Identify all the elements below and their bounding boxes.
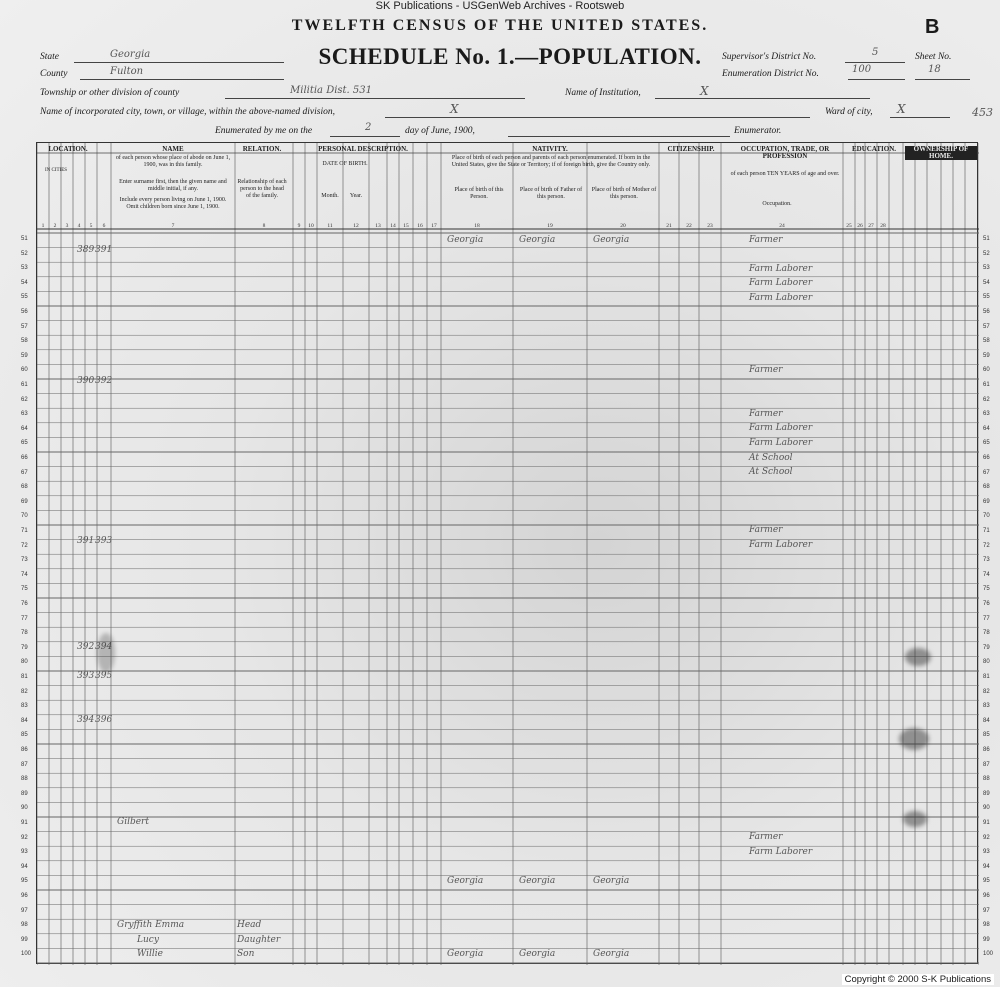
row-number-left: 69 <box>21 498 28 505</box>
row-number-right: 66 <box>983 455 990 461</box>
r67-occupation: At School <box>749 467 793 477</box>
row-number-right: 81 <box>983 674 990 680</box>
sheet-no-label: Sheet No. <box>915 52 952 62</box>
row-number-left: 79 <box>21 644 28 651</box>
row-number-left: 58 <box>21 338 28 345</box>
r100-birth: Georgia <box>447 949 484 959</box>
row-number-left: 54 <box>21 279 28 286</box>
row-number-left: 72 <box>21 542 28 549</box>
row-number-right: 72 <box>983 542 990 549</box>
r71-dwelling: 391 <box>77 536 95 546</box>
row-number-left: 75 <box>21 586 28 593</box>
r95-father: Georgia <box>519 876 556 886</box>
row-number-right: 74 <box>983 571 990 578</box>
column-number: 5 <box>89 223 93 229</box>
r55-occupation: Farm Laborer <box>749 293 813 303</box>
row-number-right: 51 <box>983 236 990 242</box>
row-number-right: 77 <box>983 615 990 622</box>
incorporated-value: X <box>450 102 459 116</box>
r65-occupation: Farm Laborer <box>749 438 813 448</box>
r98-relation: Head <box>237 920 262 930</box>
month-col: Month. <box>321 193 339 199</box>
r95-mother: Georgia <box>593 876 630 886</box>
row-number-right: 94 <box>983 863 990 870</box>
name-description: of each person whose place of abode on June 1, 1900, was in this family. <box>115 155 231 168</box>
row-number-right: 76 <box>983 601 990 607</box>
row-number-left: 80 <box>21 659 28 666</box>
r51-family: 391 <box>95 245 113 255</box>
row-number-right: 62 <box>983 396 990 403</box>
row-number-right: 75 <box>983 586 990 593</box>
column-number: 11 <box>327 223 333 229</box>
source-banner: SK Publications - USGenWeb Archives - Rootsweb <box>375 0 625 12</box>
row-number-left: 98 <box>21 922 28 929</box>
r60-occupation: Farmer <box>749 365 783 375</box>
row-number-right: 100 <box>983 951 994 958</box>
row-number-right: 82 <box>983 688 990 695</box>
row-number-right: 78 <box>983 630 990 637</box>
column-number: 14 <box>390 223 396 229</box>
row-number-left: 63 <box>21 411 28 418</box>
row-number-left: 87 <box>21 761 28 768</box>
row-number-right: 69 <box>983 498 990 505</box>
r71-family: 393 <box>95 536 113 546</box>
row-number-left: 84 <box>21 717 28 724</box>
row-number-right: 71 <box>983 528 990 534</box>
row-number-right: 63 <box>983 411 990 418</box>
r98-name: Gryffith Emma <box>117 920 185 930</box>
header-location: LOCATION. <box>48 145 88 153</box>
nativity-person: Place of birth of this Person. <box>454 187 504 200</box>
row-number-right: 83 <box>983 703 990 710</box>
row-number-left: 97 <box>21 907 28 914</box>
r54-occupation: Farm Laborer <box>749 278 813 288</box>
row-number-right: 97 <box>983 907 990 914</box>
column-number: 24 <box>779 223 785 229</box>
r100-name: Willie <box>137 949 163 959</box>
r99-name: Lucy <box>137 935 159 945</box>
column-number: 16 <box>417 223 423 229</box>
row-number-left: 86 <box>21 747 28 753</box>
column-number: 23 <box>707 223 713 229</box>
state-label: State <box>40 52 59 62</box>
row-number-left: 51 <box>21 236 28 242</box>
row-number-left: 52 <box>21 250 28 257</box>
ink-smudge <box>899 728 929 750</box>
row-number-right: 61 <box>983 382 990 388</box>
r91-name: Gilbert <box>117 817 149 827</box>
row-number-left: 96 <box>21 893 28 899</box>
row-number-right: 92 <box>983 834 990 841</box>
column-number: 12 <box>353 223 359 229</box>
row-number-right: 89 <box>983 790 990 797</box>
table-grid <box>37 143 979 965</box>
row-number-right: 88 <box>983 776 990 783</box>
township-label: Township or other division of county <box>40 88 180 98</box>
row-number-left: 77 <box>21 615 28 622</box>
column-number: 28 <box>880 223 886 229</box>
r51-dwelling: 389 <box>77 245 95 255</box>
row-number-right: 73 <box>983 557 990 564</box>
row-number-left: 92 <box>21 834 28 841</box>
row-number-right: 84 <box>983 717 990 724</box>
row-number-right: 95 <box>983 878 990 885</box>
row-number-left: 85 <box>21 732 28 739</box>
r84-family: 396 <box>95 715 113 725</box>
county-value: Fulton <box>110 66 144 77</box>
r93-occupation: Farm Laborer <box>749 847 813 857</box>
institution-value: X <box>700 84 709 98</box>
ward-value: X <box>897 102 906 116</box>
column-number: 6 <box>102 223 106 229</box>
header-citizenship: CITIZENSHIP. <box>667 145 715 153</box>
row-number-right: 87 <box>983 761 990 768</box>
row-number-right: 79 <box>983 644 990 651</box>
row-number-left: 64 <box>21 425 28 432</box>
row-number-right: 65 <box>983 440 990 447</box>
column-number: 13 <box>375 223 381 229</box>
enumeration-value: 100 <box>852 64 872 75</box>
row-number-left: 99 <box>21 936 28 943</box>
enumerated-mid: day of June, 1900, <box>405 126 475 136</box>
row-number-left: 53 <box>21 265 28 272</box>
r99-relation: Daughter <box>237 935 281 945</box>
column-number: 26 <box>857 223 863 229</box>
column-number: 1 <box>41 223 45 229</box>
township-value: Militia Dist. 531 <box>290 85 373 96</box>
row-number-left: 88 <box>21 776 28 783</box>
row-number-right: 93 <box>983 849 990 856</box>
row-number-right: 55 <box>983 294 990 301</box>
column-number: 3 <box>65 223 69 229</box>
column-number: 9 <box>297 223 301 229</box>
r79-dwelling: 392 <box>77 642 95 652</box>
institution-label: Name of Institution, <box>565 88 641 98</box>
header-name: NAME <box>162 145 184 153</box>
r71-occupation: Farmer <box>749 525 783 535</box>
row-number-left: 65 <box>21 440 28 447</box>
row-number-left: 59 <box>21 352 28 359</box>
enumerator-label: Enumerator. <box>734 126 782 136</box>
nativity-mother: Place of birth of Mother of this person. <box>591 187 657 200</box>
row-number-right: 90 <box>983 805 990 812</box>
row-number-left: 62 <box>21 396 28 403</box>
schedule-title: SCHEDULE No. 1.—POPULATION. <box>318 44 702 69</box>
r79-family: 394 <box>95 642 113 652</box>
row-number-left: 83 <box>21 703 28 710</box>
column-number: 7 <box>171 223 175 229</box>
row-number-left: 73 <box>21 557 28 564</box>
state-value: Georgia <box>110 49 151 60</box>
row-number-right: 57 <box>983 323 990 330</box>
column-number: 8 <box>262 223 266 229</box>
relation-description: Relationship of each person to the head of the family. <box>237 179 287 199</box>
name-note-2: Include every person living on June 1, 1900. Omit children born since June 1, 1900. <box>119 197 227 210</box>
occupation-col: Occupation. <box>762 201 792 207</box>
header-nativity: NATIVITY. <box>532 145 568 153</box>
column-number: 2 <box>53 223 57 229</box>
row-number-left: 56 <box>21 309 28 315</box>
nativity-father: Place of birth of Father of this person. <box>519 187 583 200</box>
row-number-left: 93 <box>21 849 28 856</box>
row-number-right: 64 <box>983 425 990 432</box>
row-number-right: 59 <box>983 352 990 359</box>
column-number: 21 <box>666 223 672 229</box>
column-number: 18 <box>474 223 480 229</box>
r53-occupation: Farm Laborer <box>749 264 813 274</box>
header-personal: PERSONAL DESCRIPTION. <box>318 145 408 153</box>
r51-birth: Georgia <box>447 235 484 245</box>
r63-occupation: Farmer <box>749 409 783 419</box>
r100-relation: Son <box>237 949 255 959</box>
date-of-birth: DATE OF BIRTH. <box>322 161 368 167</box>
year-col: Year. <box>349 193 363 199</box>
r51-mother: Georgia <box>593 235 630 245</box>
row-number-left: 74 <box>21 571 28 578</box>
column-number: 27 <box>868 223 874 229</box>
enumerated-label: Enumerated by me on the <box>215 126 313 136</box>
column-number: 17 <box>431 223 437 229</box>
header-education: EDUCATION. <box>851 145 896 153</box>
header-occupation: OCCUPATION, TRADE, OR PROFESSION <box>740 145 830 160</box>
ink-smudge <box>97 633 115 673</box>
row-number-left: 55 <box>21 294 28 301</box>
row-number-right: 52 <box>983 250 990 257</box>
row-number-left: 60 <box>21 367 28 374</box>
r72-occupation: Farm Laborer <box>749 540 813 550</box>
row-number-left: 94 <box>21 863 28 870</box>
column-number: 22 <box>686 223 692 229</box>
r81-family: 395 <box>95 671 113 681</box>
enumeration-label: Enumeration District No. <box>722 69 819 79</box>
row-number-right: 99 <box>983 936 990 943</box>
column-number: 4 <box>77 223 81 229</box>
row-number-left: 90 <box>21 805 28 812</box>
name-note: Enter surname first, then the given name and middle initial, if any. <box>119 179 227 192</box>
margin-note: 453 <box>972 106 993 119</box>
r84-dwelling: 394 <box>77 715 95 725</box>
r64-occupation: Farm Laborer <box>749 423 813 433</box>
column-number: 20 <box>620 223 626 229</box>
row-number-left: 89 <box>21 790 28 797</box>
row-number-right: 85 <box>983 732 990 739</box>
r51-father: Georgia <box>519 235 556 245</box>
row-number-left: 91 <box>21 820 28 826</box>
row-number-left: 66 <box>21 455 28 461</box>
row-number-right: 96 <box>983 893 990 899</box>
row-number-left: 70 <box>21 513 28 520</box>
ink-smudge <box>905 648 931 666</box>
r60-dwelling: 390 <box>77 376 95 386</box>
sheet-no-value: 18 <box>928 64 941 75</box>
row-number-left: 61 <box>21 382 28 388</box>
sheet-letter: B <box>925 16 940 38</box>
supervisor-label: Supervisor's District No. <box>722 52 817 62</box>
row-number-right: 91 <box>983 820 990 826</box>
column-number: 25 <box>846 223 852 229</box>
column-number: 10 <box>308 223 314 229</box>
row-number-left: 81 <box>21 674 28 680</box>
row-number-right: 60 <box>983 367 990 374</box>
in-cities: IN CITIES <box>44 168 68 173</box>
row-number-right: 98 <box>983 922 990 929</box>
enumerated-day: 2 <box>365 122 372 133</box>
row-number-left: 67 <box>21 469 28 476</box>
row-number-right: 58 <box>983 338 990 345</box>
incorporated-label: Name of incorporated city, town, or village, within the above-named division, <box>40 107 335 117</box>
row-number-right: 54 <box>983 279 990 286</box>
census-title: TWELFTH CENSUS OF THE UNITED STATES. <box>291 17 709 34</box>
r51-occupation: Farmer <box>749 235 783 245</box>
row-number-right: 80 <box>983 659 990 666</box>
row-number-right: 68 <box>983 484 990 491</box>
row-number-left: 71 <box>21 528 28 534</box>
row-number-left: 68 <box>21 484 28 491</box>
row-number-right: 86 <box>983 747 990 753</box>
row-number-right: 67 <box>983 469 990 476</box>
r60-family: 392 <box>95 376 113 386</box>
r92-occupation: Farmer <box>749 832 783 842</box>
occupation-description: of each person TEN YEARS of age and over. <box>730 171 840 177</box>
supervisor-value: 5 <box>872 47 879 58</box>
column-number: 15 <box>403 223 409 229</box>
county-label: County <box>40 69 68 79</box>
population-table <box>21 142 994 964</box>
row-number-left: 78 <box>21 630 28 637</box>
row-number-left: 95 <box>21 878 28 885</box>
r66-occupation: At School <box>749 453 793 463</box>
row-number-right: 70 <box>983 513 990 520</box>
ink-smudge <box>903 811 927 827</box>
row-number-right: 56 <box>983 309 990 315</box>
r100-father: Georgia <box>519 949 556 959</box>
r81-dwelling: 393 <box>77 671 95 681</box>
header-ownership: OWNERSHIP OF HOME. <box>905 146 977 160</box>
header-relation: RELATION. <box>242 145 282 153</box>
nativity-description: Place of birth of each person and parents of each person enumerated. If born in the United States, give the State or Territory; if of foreign birth, give the Country only. <box>451 155 651 168</box>
r100-mother: Georgia <box>593 949 630 959</box>
r95-birth: Georgia <box>447 876 484 886</box>
row-number-left: 82 <box>21 688 28 695</box>
row-number-left: 76 <box>21 601 28 607</box>
row-number-left: 57 <box>21 323 28 330</box>
ward-label: Ward of city, <box>825 107 873 117</box>
row-number-left: 100 <box>21 951 32 958</box>
row-number-right: 53 <box>983 265 990 272</box>
copyright-notice: Copyright © 2000 S-K Publications <box>842 974 994 985</box>
column-number: 19 <box>547 223 553 229</box>
